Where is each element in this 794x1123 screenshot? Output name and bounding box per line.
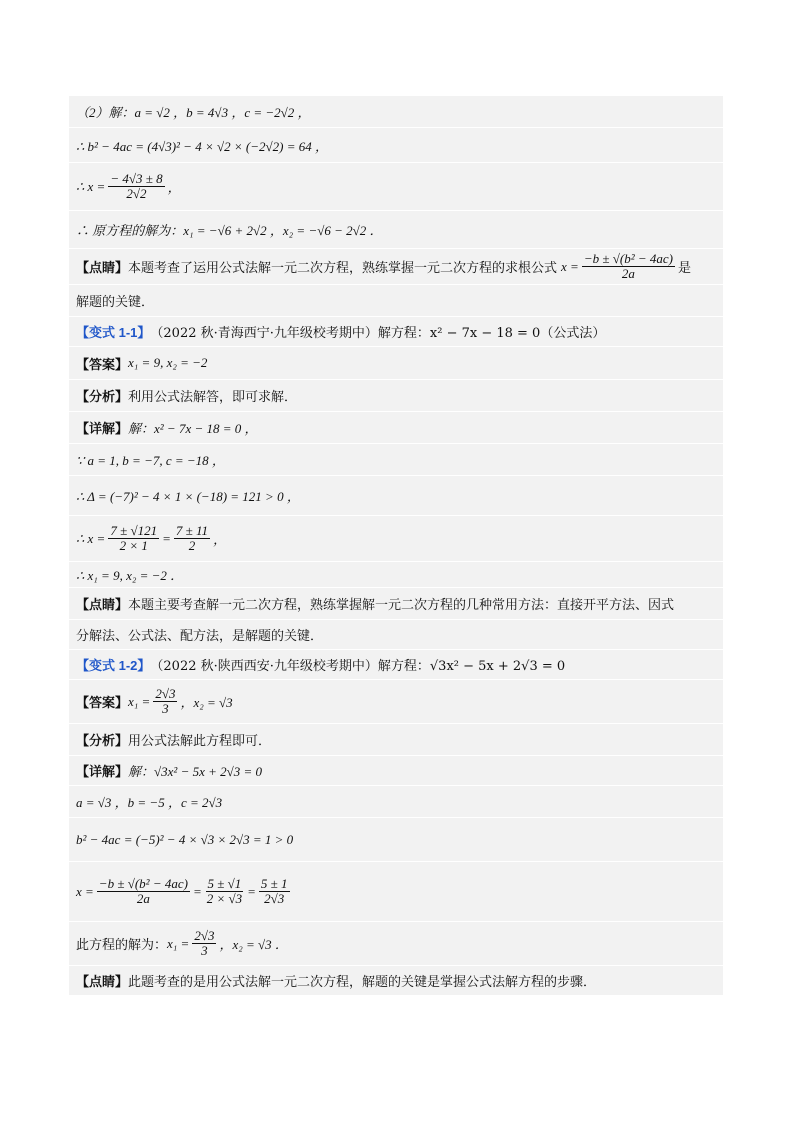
root-prefix: ∴ x = — [76, 178, 106, 194]
root-fraction-1 — [97, 877, 190, 906]
document-content — [69, 96, 723, 996]
answer-suffix: ，x₂ = √3 — [180, 695, 233, 710]
root-prefix: x = — [76, 883, 94, 899]
discriminant-text: b² − 4ac = (−5)² − 4 × √3 × 2√3 = 1 > 0 — [76, 831, 294, 847]
root-suffix: ， — [167, 180, 181, 195]
root-numerator: − 4√3 ± 8 — [110, 171, 163, 186]
root-denominator-1: 2 × 1 — [119, 538, 148, 553]
detail-tag: 【详解】 — [76, 421, 129, 436]
solution-numerator: 2√3 — [194, 928, 215, 943]
solution-coefficients: （2）解：a = √2 ，b = 4√3 ，c = −2√2 ， — [76, 105, 311, 120]
variant-1-2-coefficients — [69, 786, 723, 818]
root-fraction-1 — [108, 524, 159, 553]
discriminant-line — [69, 128, 723, 163]
variant-1-2-discriminant — [69, 818, 723, 862]
root-fraction-2 — [174, 524, 210, 553]
solution-denominator: 3 — [201, 943, 208, 958]
root-numerator-1: 7 ± √121 — [110, 523, 158, 538]
solution-suffix: ，x₂ = √3 ． — [219, 937, 288, 952]
solution-prefix: x₁ = — [167, 935, 190, 951]
root-denominator-2: 2 — [188, 538, 196, 553]
variant-1-1-root-line — [69, 516, 723, 562]
quadratic-formula-denominator: 2a — [621, 266, 635, 281]
analysis-tag: 【分析】 — [76, 389, 129, 404]
root-prefix: ∴ x = — [76, 530, 106, 546]
equals-sign-1: = — [192, 883, 202, 899]
variant-1-2-tag: 【变式 1-2】 — [76, 658, 151, 673]
root-fraction-2 — [205, 877, 244, 906]
coefficients-text: a = √3 ，b = −5 ，c = 2√3 — [76, 795, 223, 810]
answer-tag: 【答案】 — [76, 356, 129, 372]
solution-label: 此方程的解为： — [76, 938, 168, 953]
variant-1-2-question — [69, 650, 723, 680]
key-point-text: 此题考查的是用公式法解一元二次方程，解题的关键是掌握公式法解方程的步骤． — [128, 975, 597, 990]
variant-1-1-key-point-1 — [69, 588, 723, 620]
variant-1-2-analysis — [69, 724, 723, 756]
key-point-text: 本题主要考查解一元二次方程，熟练掌握解一元二次方程的几种常用方法：直接开平方法、因式 — [128, 598, 675, 613]
analysis-text: 用公式法解此方程即可． — [128, 734, 272, 749]
answer-fraction — [153, 687, 177, 716]
variant-1-2-text: （2022 秋·陕西西安·九年级校考期中）解方程：√3x² − 5x + 2√3 = 0 — [150, 659, 566, 674]
detail-text: 解：√3x² − 5x + 2√3 = 0 — [128, 764, 263, 779]
quadratic-formula-prefix: x = — [561, 258, 579, 274]
answer-prefix: x₁ = — [128, 693, 151, 709]
answer-text: x₁ = 9, x₂ = −2 — [128, 355, 208, 370]
analysis-text: 利用公式法解答，即可求解． — [128, 390, 298, 405]
quadratic-formula-fraction — [582, 252, 675, 281]
variant-1-2-key-point — [69, 966, 723, 996]
variant-1-1-solution — [69, 562, 723, 588]
key-point-continuation: 分解法、公式法、配方法，是解题的关键． — [76, 629, 324, 644]
coefficients-line — [69, 444, 723, 476]
answer-tag: 【答案】 — [76, 695, 129, 710]
variant-1-1-question — [69, 317, 723, 347]
variant-1-2-answer — [69, 680, 723, 724]
root-denominator-3: 2√3 — [264, 891, 285, 906]
variant-1-1-detail — [69, 412, 723, 444]
detail-text: 解：x² − 7x − 18 = 0 ， — [128, 421, 258, 436]
key-point-tag: 【点睛】 — [76, 974, 129, 989]
equals-sign: = — [162, 530, 171, 546]
variant-1-2-solution — [69, 922, 723, 966]
root-numerator-2: 5 ± √1 — [207, 876, 242, 891]
coefficients-text: ∵ a = 1, b = −7, c = −18 ， — [76, 453, 225, 468]
root-denominator-2: 2 × √3 — [206, 891, 243, 906]
discriminant-expression: ∴ b² − 4ac = (4√3)² − 4 × √2 × (−2√2) = 64 ， — [76, 138, 328, 154]
root-fraction-3 — [259, 877, 290, 906]
root-suffix: ， — [213, 532, 227, 547]
variant-1-1-key-point-2 — [69, 620, 723, 650]
key-point-tag: 【点睛】 — [76, 597, 129, 612]
key-point-text: 本题考查了运用公式法解一元二次方程，熟练掌握一元二次方程的求根公式 — [128, 261, 558, 276]
key-point-line-1 — [69, 249, 723, 285]
root-formula-line — [69, 163, 723, 211]
answer-numerator: 2√3 — [155, 686, 176, 701]
delta-text: ∴ Δ = (−7)² − 4 × 1 × (−18) = 121 > 0 ， — [76, 489, 300, 504]
variant-1-1-text: （2022 秋·青海西宁·九年级校考期中）解方程：x² − 7x − 18 = 0（公式法） — [150, 326, 606, 341]
key-point-continuation: 解题的关键． — [76, 295, 155, 310]
answer-denominator: 3 — [162, 701, 169, 716]
root-numerator-2: 7 ± 11 — [175, 523, 209, 538]
delta-line — [69, 476, 723, 516]
root-numerator-3: 5 ± 1 — [260, 876, 288, 891]
original-equation-solution-line — [69, 211, 723, 249]
original-solution-text: ∴ 原方程的解为：x₁ = −√6 + 2√2 ，x₂ = −√6 − 2√2 ． — [76, 223, 383, 238]
solution-fraction — [192, 929, 216, 958]
root-denominator-1: 2a — [136, 891, 150, 906]
variant-1-1-answer — [69, 347, 723, 380]
detail-tag: 【详解】 — [76, 764, 129, 779]
key-point-line-2 — [69, 285, 723, 317]
root-fraction — [108, 172, 164, 201]
key-point-tag: 【点睛】 — [76, 260, 129, 275]
variant-1-2-detail — [69, 756, 723, 786]
variant-1-2-root-line — [69, 862, 723, 922]
root-denominator: 2√2 — [126, 186, 147, 201]
variant-1-1-tag: 【变式 1-1】 — [76, 325, 151, 340]
solution-text: ∴ x₁ = 9, x₂ = −2 ． — [76, 568, 184, 583]
analysis-tag: 【分析】 — [76, 733, 129, 748]
quadratic-formula-numerator: −b ± √(b² − 4ac) — [583, 251, 673, 266]
variant-1-1-analysis — [69, 380, 723, 412]
equals-sign-2: = — [247, 883, 256, 899]
key-point-end: 是 — [677, 261, 691, 276]
root-numerator-1: −b ± √(b² − 4ac) — [98, 876, 188, 891]
solution-part-2-line — [69, 96, 723, 128]
